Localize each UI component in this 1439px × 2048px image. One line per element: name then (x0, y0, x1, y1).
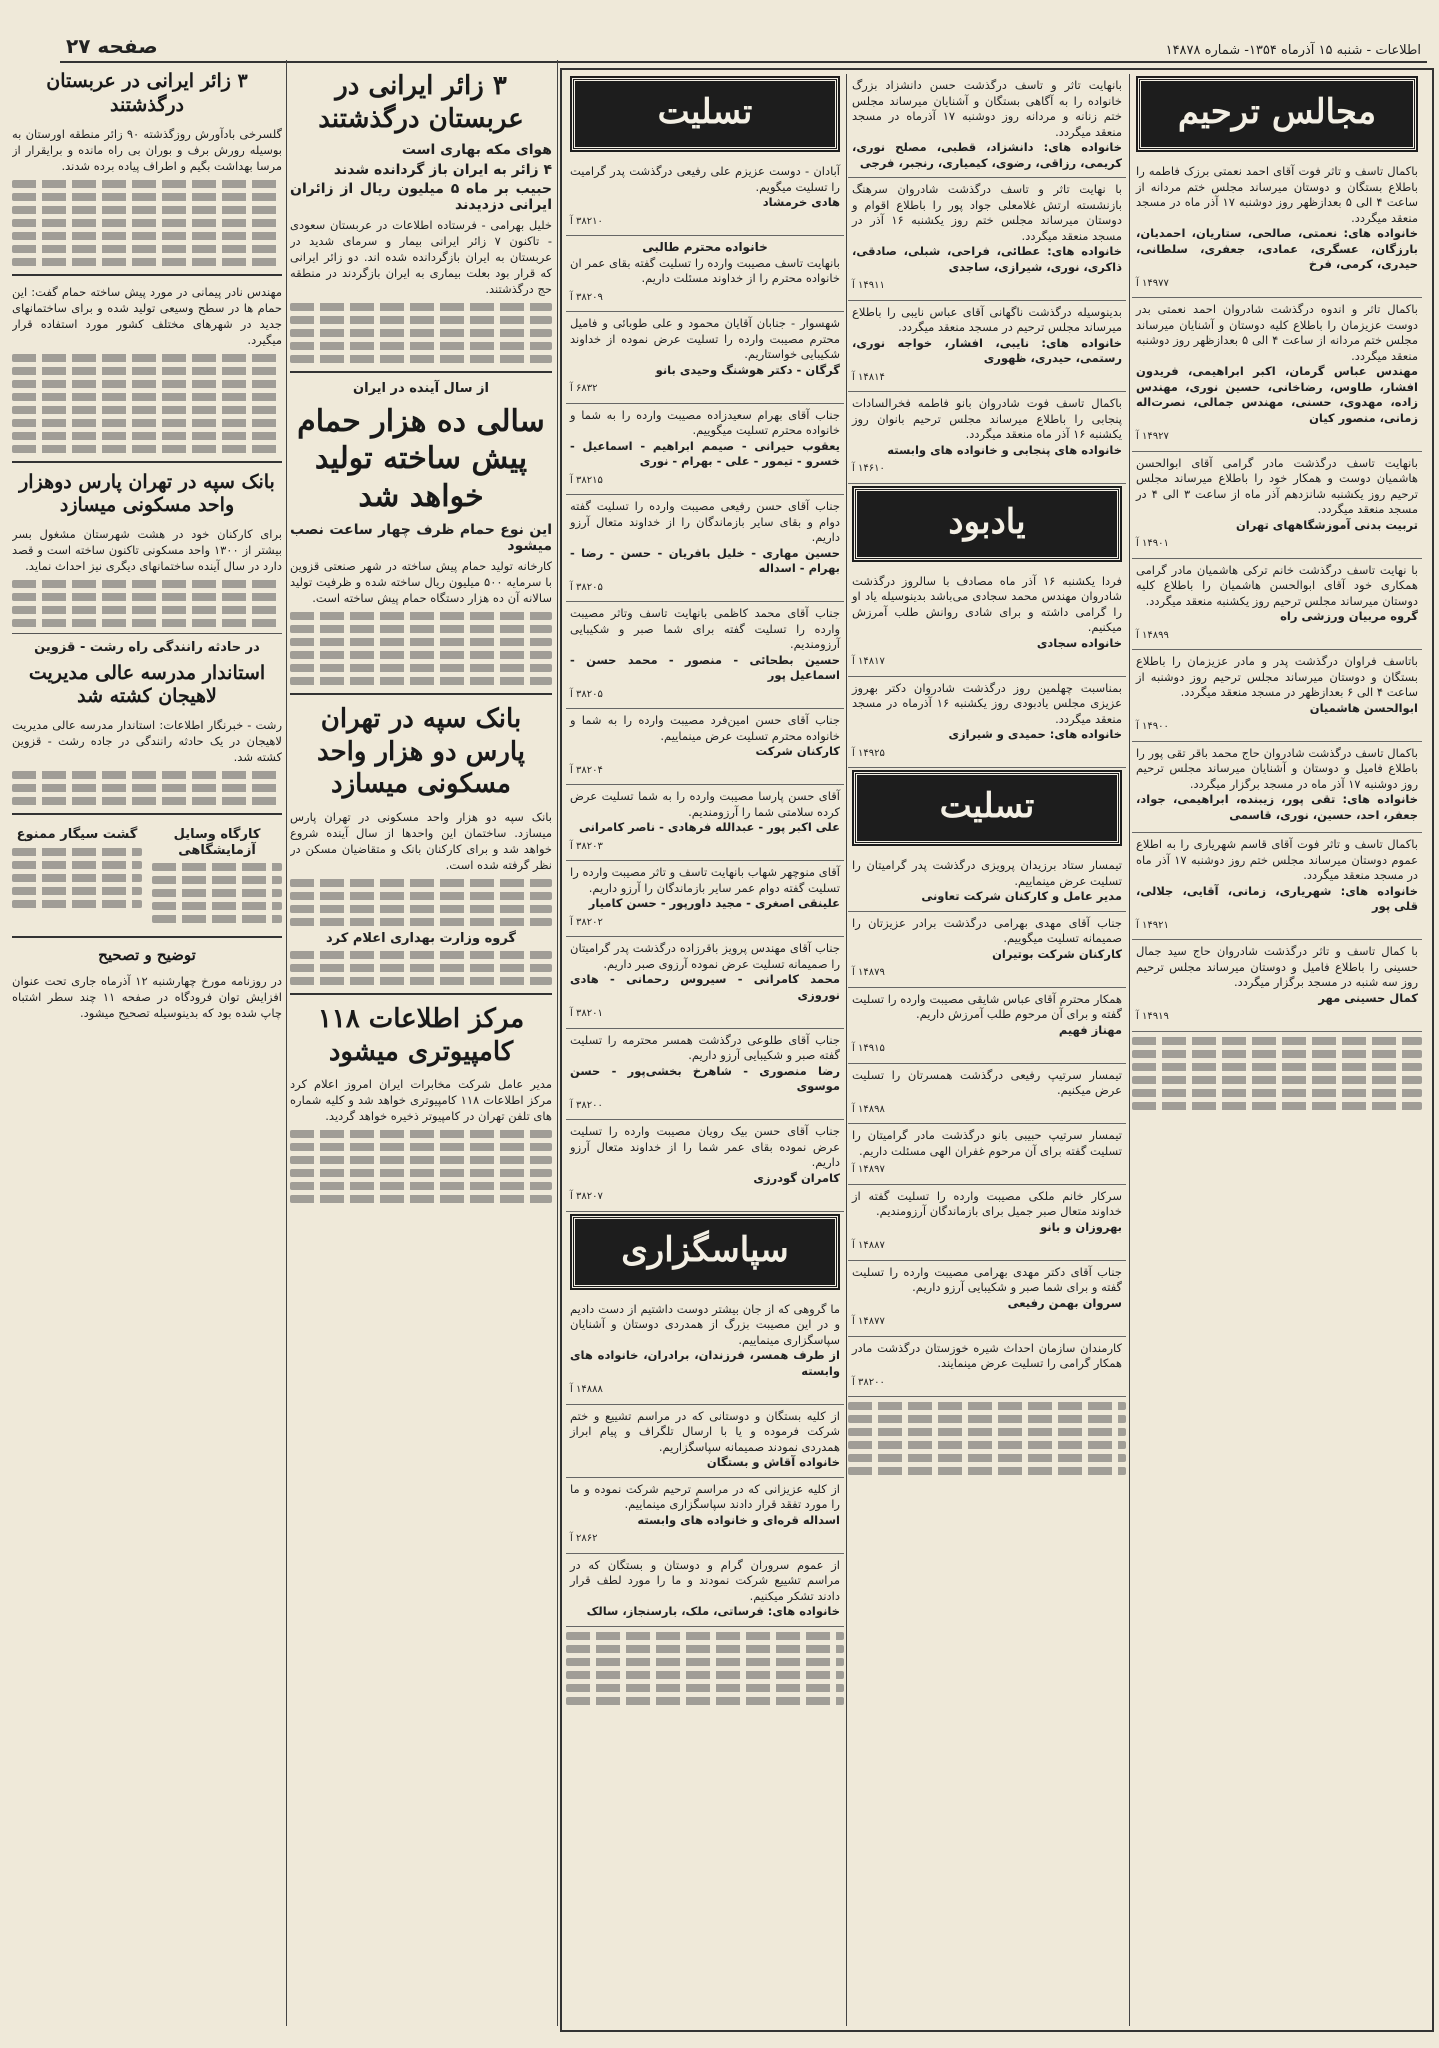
notice-ref: ۳۸۲۰۵ آ (570, 581, 603, 593)
notice (566, 602, 844, 709)
notice-family: کارکنان شرکت (755, 744, 840, 758)
news-body: بانک سپه دو هزار واحد مسکونی در تهران پارس میسازد. ساختمان این واحدها از سال آینده شروع خواهد شد و برای کارکنان بانک و متقاضیان مسکن در نظر گرفته شده است. (290, 809, 552, 872)
news-body: مهندس نادر پیمانی در مورد پیش ساخته حمام گفت: این حمام ها در سطح وسیعی تولید شده و برای ساختمانهای جدید در شهرهای مختلف کشور مورد استفاده قرار میگیرد. (12, 284, 282, 347)
notice-text: جناب آقای حسن رفیعی مصیبت وارده را تسلیت گفته دوام و بقای سایر بازماندگان را از خداوند متعال آرزو داریم. (570, 499, 840, 544)
notice-ref: ۱۴۸۷۷ آ (852, 1316, 885, 1327)
news-body: گلسرخی بادآورش روزگذشته ۹۰ زائر منطقه اورستان به بوسیله رورش برف و بوران بی راه مانده و برایقرار از مرسا بهداشت بگیم و اطراف پیاده برده شدند. (12, 126, 282, 173)
notice (1132, 298, 1422, 452)
notice (848, 1261, 1126, 1337)
notice-family: اسداله قره‌ای و خانواده های وابسته (637, 1512, 840, 1527)
notice-ref: ۱۴۹۱۵ آ (852, 1043, 885, 1054)
notice-ref: ۱۴۸۸۷ آ (852, 1240, 885, 1251)
notice-ref: ۱۴۸۹۷ آ (852, 1164, 885, 1175)
notice-text: همکار محترم آقای عباس شایقی مصیبت وارده را تسلیت گفته و برای آن مرحوم طلب آمرزش داریم. (852, 991, 1122, 1021)
notice (566, 861, 844, 937)
notice-family: مدیر عامل و کارکنان شرکت تعاونی (921, 889, 1122, 903)
notice-family: محمد کامرانی - سیروس رحمانی - هادی نوروزی (570, 972, 840, 1002)
notice (848, 570, 1126, 677)
notice (1132, 559, 1422, 651)
notice-family: گروه مربیان ورزشی راه (1280, 609, 1418, 623)
notice (1132, 940, 1422, 1032)
notice-family: مهندس عباس گرمان، اکبر ابراهیمی، فریدون افشار، طاوس، رضاخانی، حسین نوری، مهندس زاده، مهدوی، حسنی، مهندس جمالی، نصرت‌اله زمانی، منصور کیان (1136, 364, 1418, 425)
notice-ref: ۲۸۶۲ آ (570, 1533, 598, 1544)
notice-ref: ۱۴۸۱۴ آ (852, 371, 885, 383)
notice-ref: ۳۸۲۰۲ آ (570, 916, 603, 928)
notice-family: خانواده های: نایبی، افشار، خواجه نوری، رستمی، حیدری، ظهوری (852, 335, 1122, 365)
notice-text: باکمال تاسف درگذشت شادروان حاج محمد باقر تقی پور را باطلاع فامیل و دوستان و آشنایان میرساند مجلس ترحیم روز دوشنبه ۱۷ آذر ماه در مسجد برگزار میگردد. (1136, 745, 1418, 791)
memorial-banner: یادبود (854, 488, 1120, 560)
notice-text: بانهایت تاسف درگذشت مادر گرامی آقای ابوالحسن هاشمیان دوست و همکار خود را باطلاع میرساند مجلس ترحیم روز یکشنبه شانزدهم آذر ماه از ساعت ۳ الی ۴ در مسجد منعقد میگردد. (1136, 455, 1418, 516)
notice-ref: ۳۸۲۰۱ آ (570, 1008, 603, 1019)
headline: بانک سپه در تهران پارس دو هزار واحد مسکونی میسازد (316, 704, 526, 799)
notice-text: از کلیه بستگان و دوستانی که در مراسم تشییع و ختم شرکت فرموده و یا با ارسال تلگراف و پیام ابراز همدردی نمودند صمیمانه سپاسگزاریم. (570, 1408, 840, 1454)
notice-text: تیمسار سرتیپ رفیعی درگذشت همسرتان را تسلیت عرض میکنیم. (852, 1067, 1122, 1097)
notice (566, 160, 844, 236)
notice (1132, 833, 1422, 940)
notice-text: آبادان - دوست عزیزم علی رفیعی درگذشت پدر گرامیت را تسلیت میگویم. (570, 164, 840, 194)
notice-text: بانهایت تاثر و تاسف درگذشت حسن دانشزاد بزرگ خانواده را به آگاهی بستگان و آشنایان میرساند مجلس ختم زنانه و مردانه روز دوشنبه ۱۷ آذرماه در مسجد منعقد میگردد. (852, 78, 1122, 139)
notice-family: خانواده های: عطائی، فراحی، شبلی، صادقی، ذاکری، نوری، شیرازی، ساجدی (852, 244, 1122, 274)
notice-family: حسین بطحائی - منصور - محمد حسن - اسماعیل پور (570, 652, 840, 682)
notice-family: گرگان - دکتر هوشنگ وحیدی بانو (655, 362, 840, 377)
notice (848, 392, 1126, 484)
news-body: برای کارکنان خود در هشت شهرستان مشغول بسر بیشتر از ۱۳۰۰ واحد مسکونی تاکنون ساخته است و قصد دارد در سال آینده ساختمانهای دیگری نیز احداث نماید. (12, 527, 282, 573)
gratitude-banner: سپاسگزاری (572, 1216, 838, 1288)
notice (848, 854, 1126, 912)
notice (566, 495, 844, 602)
headline: بانک سپه در تهران پارس دوهزار واحد مسکونی میسازد (19, 470, 275, 517)
headline: استاندار مدرسه عالی مدیریت لاهیجان کشته شد (28, 661, 266, 708)
notice-ref: ۳۸۲۰۵ آ (570, 688, 603, 700)
notice-ref: ۱۴۸۸۸ آ (570, 1384, 603, 1395)
notice (1132, 742, 1422, 834)
notice-ref: ۱۴۹۱۱ آ (852, 280, 885, 291)
notice (848, 301, 1126, 393)
condolence-banner: تسلیت (854, 772, 1120, 844)
notice (848, 1124, 1126, 1185)
subheadline: کارگاه وسایل آزمایشگاهی (173, 827, 261, 858)
notice (566, 1405, 844, 1478)
notice-text: با کمال تاسف و تاثر درگذشت شادروان حاج سید جمال حسینی را باطلاع فامیل و دوستان میرساند مجلس ترحیم روز سه شنبه در مسجد برگزار میگردد. (1136, 944, 1418, 989)
notice-family: علینقی اصغری - مجید داورپور - حسن کامیار (588, 896, 840, 910)
notice (566, 1298, 844, 1405)
notice-text: باکمال تاثر و اندوه درگذشت شادروان احمد نعمتی بدر دوست عزیزمان را باطلاع کلیه دوستان و آشنایان میرساند مجلس ختم مردانه از ساعت ۴ الی ۵ بعدازظهر روز دوشنبه منعقد میگردد. (1136, 302, 1418, 363)
notice (848, 1337, 1126, 1398)
notice-family: حسین مهاری - خلیل بافریان - حسن - رضا - بهرام - اسداله (570, 545, 840, 575)
notice-text: فردا یکشنبه ۱۶ آذر ماه مصادف با سالروز درگذشت شادروان مهندس محمد سجادی می‌باشد بدینوسیله یاد او را گرامی داشته و برای شادی روانش طلب آمرزش میکنیم. (852, 573, 1122, 634)
notice (848, 988, 1126, 1064)
notice-family: خانواده های: نعمتی، صالحی، ستاریان، احمدیان، بارزگان، عسگری، عمادی، جعفری، سلطانی، حیدری، کرمی، فرخ (1136, 226, 1418, 271)
notice (566, 1478, 844, 1554)
notice-title: خانواده محترم طالبی (642, 240, 768, 254)
notice-family: از طرف همسر، فرزندان، برادران، خانواده های وابسته (570, 1348, 840, 1378)
notice (566, 312, 844, 404)
notice-text: باکمال تاسف و تاثر فوت آقای قاسم شهریاری را به اطلاع عموم دوستان میرساند مجلس ختم روز دوشنبه ۱۷ آذر ماه در مسجد منعقد میگردد. (1136, 837, 1419, 882)
notice-family: هادی خرمشاد (762, 195, 840, 209)
notice-family: تربیت بدنی آموزشگاههای تهران (1235, 517, 1418, 532)
headline: ۳ زائر ایرانی در عربستان درگذشتند (318, 71, 524, 134)
notice-ref: ۳۸۲۰۰ آ (852, 1376, 885, 1388)
obituary-column-2 (848, 74, 1126, 2026)
notice-text: بمناسبت چهلمین روز درگذشت شادروان دکتر بهروز عزیزی مجلس یادبودی روز یکشنبه ۱۶ آذرماه در مسجد منعقد میگردد. (852, 680, 1122, 726)
notice-text: بانهایت تاسف مصیبت وارده را تسلیت گفته بقای عمر ان خانواده محترم را از خداوند مسئلت داریم. (570, 255, 840, 285)
column-divider (846, 74, 847, 2026)
notice-text: باکمال تاسف فوت شادروان بانو فاطمه فخرالسادات پنجابی را باطلاع میرساند مجلس ترحیم بانوان روز یکشنبه ۱۶ آذر ماه منعقد میگردد. (852, 396, 1122, 441)
news-bullet: هوای مکه بهاری است (401, 142, 552, 158)
notice-text: باکمال تاسف و تاثر فوت آقای احمد نعمتی برزک فاطمه را باطلاع بستگان و دوستان میرساند مجلس ختم مردانه از ساعت ۴ الی ۵ بعدازظهر روز دوشنبه ۱۷ آذر ماه در مسجد منعقد میگردد. (1136, 164, 1418, 225)
notice (566, 1029, 844, 1121)
notice-text: سرکار خانم ملکی مصیبت وارده را تسلیت گفته از خداوند متعال صبر جمیل برای بازماندگان آرزومندیم. (852, 1188, 1122, 1218)
notice-family: خانواده های پنجابی و خانواده های وابسته (887, 442, 1122, 457)
headline: ۳ زائر ایرانی در عربستان درگذشتند (46, 70, 248, 116)
notice-ref: ۱۴۸۱۷ آ (852, 656, 885, 667)
subheadline: گروه وزارت بهداری اعلام کرد (326, 930, 516, 946)
notice-family: ابوالحسن هاشمیان (1309, 700, 1418, 715)
notice-text: کارمندان سازمان احداث شیره خوزستان درگذشت مادر همکار گرامی را تسلیت عرض مینمایند. (852, 1340, 1122, 1370)
column-divider (557, 60, 558, 2026)
news-bullet: حبیب بر ماه ۵ میلیون ریال از زائران ایرانی دزدیدند (290, 181, 552, 213)
notice (566, 1120, 844, 1212)
condolence-banner: تسلیت (572, 78, 838, 150)
notice-ref: ۱۴۹۲۱ آ (1136, 919, 1169, 931)
page-number: صفحه ۲۷ (66, 34, 158, 58)
notice-family: خانواده های: شهریاری، زمانی، آقایی، جلالی، قلی پور (1136, 883, 1418, 913)
notice-text: از عموم سروران گرام و دوستان و بستگان که در مراسم تشییع شرکت نمودند و ما را مورد لطف قرار دادند تشکر میکنیم. (570, 1557, 840, 1603)
notice-ref: ۶۸۳۲ آ (570, 383, 598, 394)
subheadline: از سال آینده در ایران (353, 381, 489, 396)
news-body: در روزنامه مورخ چهارشنبه ۱۲ آذرماه جاری تحت عنوان افزایش توان فرودگاه در صفحه ۱۱ چند سطر اشتباه چاپ شده بود که بدینوسیله تصحیح میشود. (12, 973, 282, 1020)
obituary-column-3 (566, 74, 844, 2026)
notice (566, 785, 844, 861)
notice-ref: ۱۴۹۰۱ آ (1136, 538, 1169, 549)
memorial-banner: مجالس ترحیم (1138, 78, 1416, 150)
notice-ref: ۱۴۸۹۹ آ (1136, 629, 1169, 641)
news-bullet: ۴ زائر به ایران باز گردانده شدند (333, 161, 552, 178)
notice (566, 236, 844, 312)
page-header (60, 34, 1427, 63)
notice-text: با نهایت تاثر و تاسف درگذشت شادروان سرهنگ بازنشسته ارتش غلامعلی جواد پور را باطلاع اقوام و دوستان میرساند مجلس ختم روز یکشنبه ۱۶ آذر در مسجد منعقد میگردد. (852, 182, 1122, 243)
notice (566, 937, 844, 1029)
notice-ref: ۱۴۹۰۰ آ (1136, 721, 1169, 732)
notice-family: خانواده های: حمیدی و شیرازی (948, 727, 1122, 741)
notice-family: مهناز فهیم (1058, 1022, 1122, 1037)
notice-family: خانواده های: دانشزاد، قطبی، مصلح نوری، کریمی، رزاقی، رضوی، کیمیاری، رنجبر، فرجی (852, 140, 1122, 170)
notice-text: جناب آقای محمد کاظمی بانهایت تاسف وتاثر مصیبت وارده را تسلیت گفته برای شما صبر و شکیبایی آرزومندیم. (570, 606, 840, 651)
notice (1132, 650, 1422, 742)
notice-text: جناب آقای حسن بیک رویان مصیبت وارده را تسلیت عرض نموده بقای عمر شما را از خداوند متعال آرزو داریم. (570, 1124, 840, 1169)
notice-ref: ۳۸۲۰۹ آ (570, 291, 603, 303)
subheadline: گشت سیگار ممنوع (16, 827, 138, 842)
notice-family: سروان بهمن رفیعی (1007, 1295, 1122, 1310)
notice-text: آقای حسن پارسا مصیبت وارده را به شما تسلیت عرض کرده سلامتی شما را آرزومندیم. (570, 789, 840, 819)
news-column-b (12, 64, 282, 2026)
notice-ref: ۳۸۲۱۵ آ (570, 474, 603, 486)
notice-family: خانواده های: تقی پور، زیبنده، ابراهیمی، جواد، جعفر، احد، حسین، نوری، قاسمی (1136, 792, 1418, 822)
notice-family: خانواده های: فرساتی، ملک، بارسنجاز، سالک (586, 1604, 840, 1618)
notice-ref: ۱۴۸۹۸ آ (852, 1103, 885, 1115)
notice-ref: ۱۴۹۱۹ آ (1136, 1011, 1169, 1022)
notice-text: با نهایت تاسف درگذشت خانم ترکی هاشمیان مادر گرامی همکاری خود آقای ابوالحسن هاشمیان را باطلاع کلیه دوستان میرساند مجلس ترحیم روز یکشنبه منعقد میگردد. (1136, 562, 1418, 608)
notice-text: ما گروهی که از جان بیشتر دوست داشتیم از دست دادیم و در این مصیبت بزرگ از همدردی دوستان و آشنایان سپاسگزاری مینماییم. (570, 1301, 840, 1347)
headline: مرکز اطلاعات ۱۱۸ کامپیوتری میشود (317, 1004, 525, 1067)
news-column-a (290, 64, 552, 2026)
news-body: رشت - خبرنگار اطلاعات: استاندار مدرسه عالی مدیریت لاهیجان در یک حادثه رانندگی در جاده رشت - قزوین کشته شد. (12, 718, 282, 764)
notice-text: جناب آقای مهندس پرویز باقرزاده درگذشت پدر گرامیتان را صمیمانه تسلیت عرض نموده آرزوی صبر داریم. (570, 941, 840, 971)
headline: توضیح و تصحیح (98, 946, 196, 964)
news-bullet: این نوع حمام ظرف چهار ساعت نصب میشود (290, 522, 552, 554)
notice-family: علی اکبر پور - عبدالله فرهادی - ناصر کامرانی (578, 820, 840, 834)
notice-ref: ۳۸۲۰۷ آ (570, 1191, 603, 1202)
notice (566, 709, 844, 785)
notice-ref: ۳۸۲۰۴ آ (570, 764, 603, 776)
subheadline: در حادثه رانندگی راه رشت - قزوین (34, 640, 260, 655)
notice (848, 1185, 1126, 1261)
notice-text: جناب آقای حسن امین‌فرد مصیبت وارده را به شما و خانواده محترم تسلیت عرض مینماییم. (570, 713, 840, 743)
notice-family: خانواده سجادی (1036, 635, 1122, 650)
notice (1132, 452, 1422, 559)
notice-text: از کلیه عزیزانی که در مراسم ترحیم شرکت نموده و ما را مورد تفقد قرار دادند سپاسگزاری مینماییم. (570, 1481, 840, 1511)
notice-ref: ۱۴۸۷۹ آ (852, 967, 885, 978)
notice-family: یعقوب حیرانی - صیمم ابراهیم - اسماعیل - خسرو - تیمور - علی - بهرام - نوری (570, 438, 840, 468)
notice-ref: ۳۸۲۱۰ آ (570, 215, 603, 227)
news-body: مدیر عامل شرکت مخابرات ایران امروز اعلام کرد مرکز اطلاعات ۱۱۸ کامپیوتری خواهد شد و کلیه شماره های تلفن تهران در کامپیوتر ذخیره خواهد گردید. (290, 1077, 552, 1123)
notice-text: جناب آقای دکتر مهدی بهرامی مصیبت وارده را تسلیت گفته و برای شما صبر و شکیبایی آرزو داریم. (852, 1264, 1122, 1294)
notice (848, 677, 1126, 769)
notice-text: جناب آقای طلوعی درگذشت همسر محترمه را تسلیت گفته صبر و شکیبایی آرزو داریم. (570, 1032, 840, 1062)
notice-family: رضا منصوری - شاهرخ بخشی‌پور - حسن موسوی (570, 1063, 840, 1093)
notice-family: کامران گودرزی (753, 1170, 840, 1185)
notice-text: بدینوسیله درگذشت ناگهانی آقای عباس نایبی را باطلاع میرساند مجلس ترحیم در مسجد منعقد میگردد. (852, 304, 1122, 334)
notice (566, 404, 844, 496)
notice-text: باتاسف فراوان درگذشت پدر و مادر عزیزمان را باطلاع بستگان و دوستان میرساند مجلس ترحیم روز دوشنبه از ساعت ۴ الی ۶ بعدازظهر در مسجد منعقد میگردد. (1136, 654, 1418, 699)
notice (1132, 160, 1422, 298)
notice-text: آقای منوچهر شهاب بانهایت تاسف و تاثر مصیبت وارده را تسلیت گفته دوام عمر سایر بازماندگان را آرزو داریم. (570, 865, 840, 895)
notice-text: تیمسار سرتیپ حبیبی بانو درگذشت مادر گرامیتان را تسلیت گفته برای آن مرحوم غفران الهی مسئلت داریم. (852, 1128, 1122, 1158)
news-body: کارخانه تولید حمام پیش ساخته در شهر صنعتی قزوین با سرمایه ۵۰۰ میلیون ریال ساخته شده و ظرفیت تولید سالانه آن ده هزار دستگاه حمام پیش ساخته است. (290, 559, 552, 605)
notice-ref: ۳۸۲۰۰ آ (570, 1099, 603, 1111)
notice-family: کارکنان شرکت بوتیران (992, 946, 1122, 961)
column-divider (286, 60, 287, 2026)
column-divider (1129, 74, 1130, 2026)
notice-text: تیمسار ستاد برزیدان پرویزی درگذشت پدر گرامیتان را تسلیت عرض مینماییم. (852, 858, 1122, 888)
notice-text: جناب آقای مهدی بهرامی درگذشت برادر عزیزتان را صمیمانه تسلیت میگوییم. (852, 915, 1122, 945)
notice (848, 1064, 1126, 1125)
obituary-column-1 (1132, 74, 1422, 2026)
notice-ref: ۱۴۹۷۷ آ (1136, 277, 1169, 289)
notice-ref: ۳۸۲۰۳ آ (570, 840, 603, 852)
notice-ref: ۱۴۹۲۷ آ (1136, 431, 1169, 442)
notice (848, 912, 1126, 988)
notice-text: جناب آقای بهرام سعیدزاده مصیبت وارده را به شما و خانواده محترم تسلیت میگوییم. (570, 407, 840, 437)
headline: سالی ده هزار حمام پیش ساخته تولید خواهد شد (297, 403, 545, 514)
notice (848, 74, 1126, 178)
notice-family: بهروزان و بانو (1040, 1219, 1122, 1234)
notice-ref: ۱۴۹۲۵ آ (852, 747, 885, 759)
news-body: خلیل بهرامی - فرستاده اطلاعات در عربستان سعودی - تاکنون ۷ زائر ایرانی بیمار و سرمای شدید در عربستان به ایران بازگردانده شده اند. دو زائر ایرانی که قرار بود بعلت بیماری به ایران بازگردند در منطقه حج درگذشتند. (290, 218, 552, 296)
notice-family: خانواده آقاش و بستگان (706, 1455, 840, 1469)
notice (848, 178, 1126, 301)
masthead: اطلاعات - شنبه ۱۵ آذرماه ۱۳۵۴- شماره ۱۴۸۷۸ (1165, 43, 1421, 58)
notice-ref: ۱۴۶۱۰ آ (852, 463, 885, 474)
notice-family: کمال حسینی مهر (1318, 990, 1418, 1005)
notice-text: شهسوار - جنابان آقایان محمود و علی طوبائی و فامیل محترم مصیبت وارده را تسلیت عرض نموده از خداوند شکیبایی خواستاریم. (570, 316, 840, 361)
notice (566, 1554, 844, 1627)
